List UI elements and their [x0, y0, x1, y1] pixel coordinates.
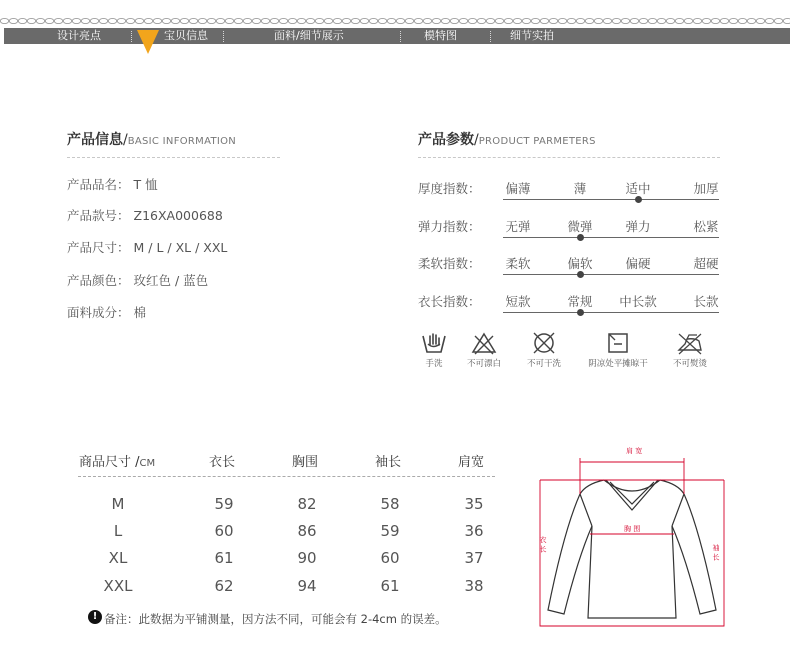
size-table-cell: 36 [464, 522, 484, 540]
param-scale-line [503, 199, 719, 200]
param-option: 无弹 [505, 219, 531, 234]
size-table-size-cell: XXL [103, 577, 133, 595]
warning-icon: ! [88, 610, 102, 624]
size-table-cell: 38 [464, 577, 484, 595]
nav-item-design[interactable]: 设计亮点 [57, 29, 101, 42]
shoulder-label: 肩 宽 [626, 447, 643, 455]
param-label: 厚度指数： [418, 181, 481, 196]
param-selected-dot [577, 309, 584, 316]
size-note: 备注：此数据为平铺测量，因方法不同，可能会有 2-4cm 的误差。 [104, 612, 447, 626]
size-table-size-cell: XL [108, 549, 128, 567]
nav-active-pointer [137, 30, 159, 54]
nav-separator [490, 31, 491, 42]
param-option: 适中 [625, 181, 651, 196]
size-table-cell: 82 [297, 495, 317, 513]
care-no-iron: 不可熨烫 [668, 330, 712, 369]
param-scale-line [503, 274, 719, 275]
size-table-cell: 59 [380, 522, 400, 540]
size-table-cell: 60 [214, 522, 234, 540]
size-table-size-cell: M [111, 495, 125, 513]
param-option: 松紧 [693, 219, 719, 234]
no-bleach-icon [471, 330, 497, 356]
info-row-name: 产品品名： T 恤 [67, 177, 158, 192]
size-table-size-cell: L [113, 522, 123, 540]
param-option: 柔软 [505, 256, 531, 271]
param-option: 中长款 [619, 294, 657, 309]
param-scale-line [503, 237, 719, 238]
care-shade-flat-dry: 阴凉处平摊晾干 [582, 330, 654, 369]
info-row-colors: 产品颜色： 玫红色 / 蓝色 [67, 273, 209, 288]
param-option: 微弹 [567, 219, 593, 234]
product-params-title: 产品参数/PRODUCT PARMETERS [418, 132, 596, 148]
param-option: 弹力 [625, 219, 651, 234]
size-table-header-shoulder: 肩宽 [458, 455, 485, 470]
size-table-cell: 61 [214, 549, 234, 567]
length-label: 衣 长 [539, 536, 547, 553]
param-selected-dot [577, 234, 584, 241]
param-selected-dot [635, 196, 642, 203]
param-option: 偏硬 [625, 256, 651, 271]
size-table-cell: 61 [380, 577, 400, 595]
info-row-fabric: 面料成分： 棉 [67, 305, 147, 320]
nav-separator [400, 31, 401, 42]
param-option: 常规 [567, 294, 593, 309]
size-table-cell: 37 [464, 549, 484, 567]
param-option: 短款 [505, 294, 531, 309]
size-table-cell: 94 [297, 577, 317, 595]
chain-border [0, 17, 790, 25]
size-table-cell: 58 [380, 495, 400, 513]
product-info-title: 产品信息/BASIC INFORMATION [67, 132, 237, 148]
param-label: 柔软指数： [418, 256, 481, 271]
hand-wash-icon [421, 330, 447, 356]
size-table-header-size: 商品尺寸 /CM [79, 455, 156, 470]
nav-separator [223, 31, 224, 42]
info-row-style-no: 产品款号： Z16XA000688 [67, 208, 223, 223]
no-iron-icon [675, 330, 705, 356]
garment-measure-diagram [534, 440, 730, 630]
param-label: 弹力指数： [418, 219, 481, 234]
nav-item-fabric-detail[interactable]: 面料/细节展示 [274, 29, 344, 42]
divider [418, 157, 720, 158]
chest-label: 胸 围 [624, 525, 641, 533]
shade-flat-dry-icon [605, 330, 631, 356]
nav-separator [131, 31, 132, 42]
size-table-divider [78, 476, 495, 477]
param-selected-dot [577, 271, 584, 278]
param-option: 偏软 [567, 256, 593, 271]
param-option: 加厚 [693, 181, 719, 196]
size-table-cell: 60 [380, 549, 400, 567]
care-no-bleach: 不可漂白 [462, 330, 506, 369]
nav-item-model[interactable]: 模特图 [424, 29, 457, 42]
param-option: 薄 [573, 181, 587, 196]
nav-item-product-info[interactable]: 宝贝信息 [164, 29, 208, 42]
param-option: 偏薄 [505, 181, 531, 196]
param-label: 衣长指数： [418, 294, 481, 309]
care-no-dry-clean: 不可干洗 [522, 330, 566, 369]
size-table-cell: 35 [464, 495, 484, 513]
sleeve-label: 袖 长 [712, 544, 720, 561]
care-hand-wash: 手洗 [419, 330, 449, 369]
param-option: 超硬 [693, 256, 719, 271]
param-scale-line [503, 312, 719, 313]
size-table-cell: 86 [297, 522, 317, 540]
nav-item-detail-photos[interactable]: 细节实拍 [510, 29, 554, 42]
sweater-illustration [548, 480, 716, 618]
size-table-cell: 59 [214, 495, 234, 513]
size-table-cell: 90 [297, 549, 317, 567]
size-table-header-length: 衣长 [209, 455, 236, 470]
no-dry-clean-icon [531, 330, 557, 356]
size-table-header-chest: 胸围 [292, 455, 319, 470]
divider [67, 157, 280, 158]
size-table-cell: 62 [214, 577, 234, 595]
info-row-sizes: 产品尺寸： M / L / XL / XXL [67, 240, 228, 255]
param-option: 长款 [693, 294, 719, 309]
size-table-header-sleeve: 袖长 [375, 455, 402, 470]
nav-bar [4, 28, 790, 44]
